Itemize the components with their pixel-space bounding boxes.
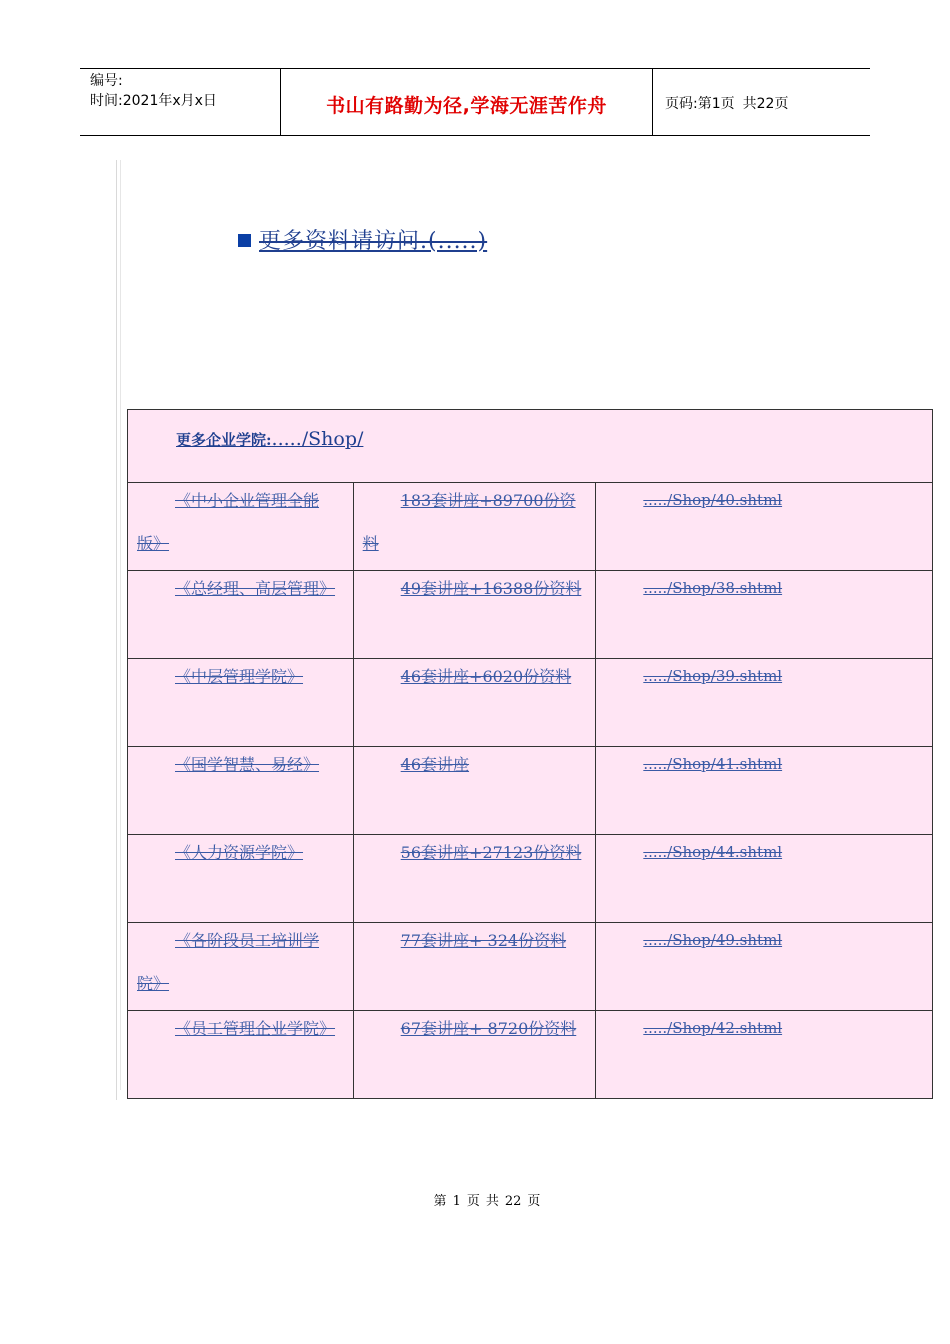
header-page-info (653, 69, 870, 135)
table-row (128, 1011, 933, 1099)
course-name-link[interactable]: 《中层管理学院》 (175, 667, 304, 686)
table-title-cell (128, 410, 933, 483)
footer-ye: 页 (466, 1194, 480, 1209)
header-motto: 书山有路勤为径,学海无涯苦作舟 (326, 95, 607, 117)
course-content-link[interactable]: 46套讲座+6020份资料 (400, 667, 572, 686)
footer-ye2: 页 (527, 1194, 541, 1209)
shop-table (127, 409, 933, 1099)
course-name-link[interactable]: 《国学智慧、易经》 (175, 755, 320, 774)
course-url-link[interactable]: ...../Shop/41.shtml (643, 755, 783, 773)
course-name-link[interactable]: 《员工管理企业学院》 (175, 1019, 336, 1038)
course-url-link[interactable]: ...../Shop/40.shtml (643, 491, 783, 509)
course-url-link[interactable]: ...../Shop/42.shtml (643, 1019, 783, 1037)
course-content-link[interactable]: 49套讲座+16388份资料 (400, 579, 582, 598)
table-row (128, 659, 933, 747)
table-row (128, 747, 933, 835)
course-url-link[interactable]: ...../Shop/49.shtml (643, 931, 783, 949)
course-name-link[interactable]: 《中小企业管理全能版》 (137, 491, 320, 553)
table-title-label: 更多企业学院: (176, 431, 272, 449)
table-title-link[interactable]: ...../Shop/ (271, 428, 364, 450)
course-url-link[interactable]: ...../Shop/39.shtml (643, 667, 783, 685)
course-content-link[interactable]: 46套讲座 (400, 755, 470, 774)
square-bullet-icon (238, 234, 251, 247)
course-url-link[interactable]: ...../Shop/38.shtml (643, 579, 783, 597)
table-row (128, 483, 933, 571)
page-footer (0, 1190, 950, 1209)
course-content-link[interactable]: 183套讲座+89700份资料 (362, 491, 576, 553)
header-page-label: 页码:第1页 (665, 96, 735, 112)
footer-total-pages: 22 (504, 1194, 522, 1209)
course-name-link[interactable]: 《总经理、高层管理》 (175, 579, 336, 598)
footer-di: 第 (433, 1194, 447, 1209)
header-motto-cell (281, 69, 653, 135)
course-content-link[interactable]: 67套讲座+ 8720份资料 (400, 1019, 577, 1038)
margin-line (116, 160, 117, 1100)
table-row (128, 835, 933, 923)
course-name-link[interactable]: 《人力资源学院》 (175, 843, 304, 862)
table-row (128, 571, 933, 659)
visit-link[interactable]: 更多资料请访问.(.....) (259, 229, 488, 254)
footer-gong: 共 (485, 1194, 499, 1209)
document-time-label: 时间:2021年x月x日 (90, 93, 217, 109)
header-total-label: 共22页 (742, 96, 789, 112)
page-header (80, 68, 870, 136)
document-number-label: 编号: (90, 73, 123, 89)
course-content-link[interactable]: 77套讲座+ 324份资料 (400, 931, 567, 950)
visit-block (238, 224, 487, 255)
course-content-link[interactable]: 56套讲座+27123份资料 (400, 843, 582, 862)
table-row (128, 923, 933, 1011)
course-url-link[interactable]: ...../Shop/44.shtml (643, 843, 783, 861)
course-name-link[interactable]: 《各阶段员工培训学院》 (137, 931, 320, 993)
margin-line-secondary (120, 160, 121, 1090)
footer-page-number: 1 (452, 1194, 461, 1209)
header-meta (80, 69, 281, 135)
